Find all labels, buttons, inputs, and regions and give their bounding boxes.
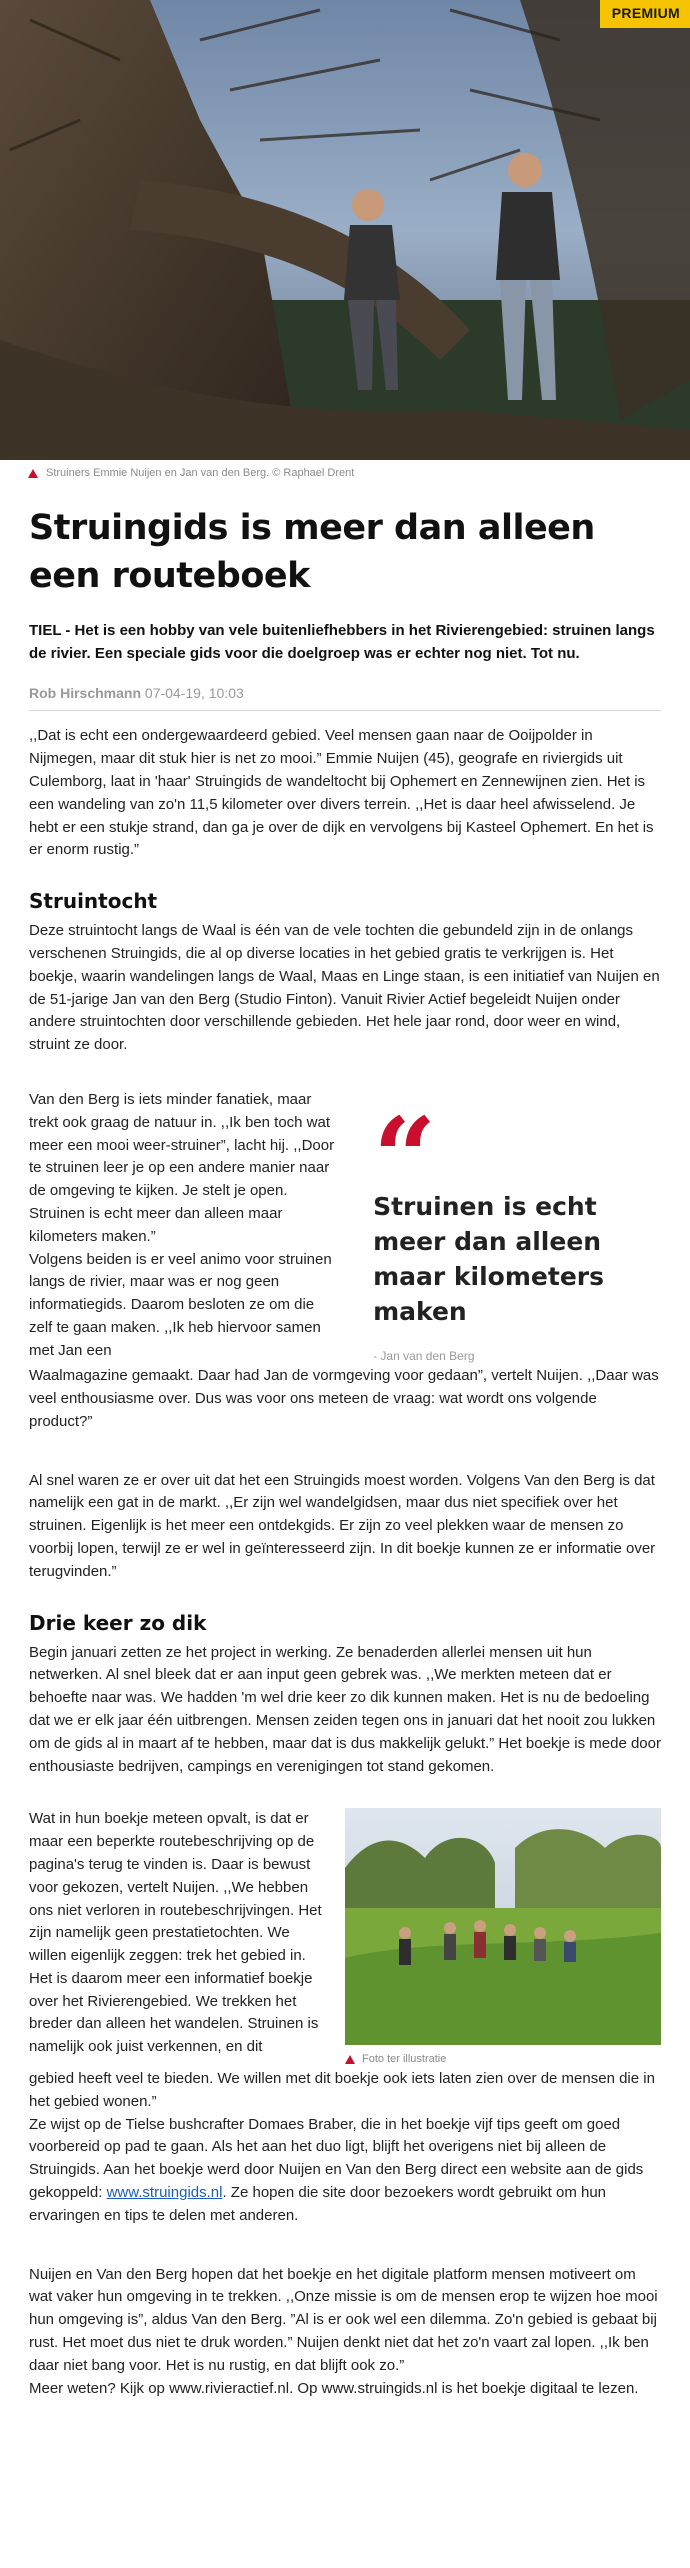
article-body [0, 504, 690, 2400]
image-block [29, 1808, 661, 2068]
paragraph: Meer weten? Kijk op www.rivieractief.nl. Op www.struingids.nl is het boekje digitaal te lezen. [29, 2379, 639, 2397]
meta-divider [29, 710, 661, 711]
paragraph-with-link: Ze wijst op de Tielse bushcrafter Domaes Braber, die in het boekje vijf tips geeft om goed voorbereid op pad te gaan. Als het aan het duo ligt, blijft het overigens niet bij alleen de Struingids. Aan het boekje werd door Nuijen en Van den Berg direct een website aan de gids gekoppeld: www.struingids.nl. Ze hopen die site door bezoekers wordt gebruikt om hun ervaringen en tips te delen met anderen. [29, 2115, 644, 2224]
article-meta [29, 683, 661, 704]
illustration-figure [345, 1808, 661, 2068]
paragraph: Volgens beiden is er veel animo voor struinen langs de rivier, maar was er nog geen informatiegids. Daarom besloten ze om die zelf te gaan maken. ,,Ik heb hiervoor samen met Jan een [29, 1250, 332, 1359]
image-side-text [29, 1808, 329, 2068]
figure-caption-text: Foto ter illustratie [362, 2053, 447, 2066]
caption-triangle-icon [28, 469, 38, 478]
quote-mark-icon: “ [373, 1092, 437, 1222]
hero-image [0, 0, 690, 460]
paragraph: Wat in hun boekje meteen opvalt, is dat er maar een beperkte routebeschrijving op de pagina's terug te vinden is. Daar is bewust voor gekozen, vertelt Nuijen. ,,We hebben ons niet verloren in routebeschrijvingen. Het zijn namelijk geen prestatietochten. We willen eigenlijk zeggen: trek het gebied in. Het is daarom meer een informatief boekje over het Rivierengebied. We trekken het breder dan alleen het wandelen. Struinen is namelijk ook juist verkennen, en dit [29, 1810, 322, 2056]
paragraph: Begin januari zetten ze het project in werking. Ze benaderden allerlei mensen uit hun netwerken. Al snel bleek dat er aan input geen gebrek was. ,,We merkten meteen dat er behoefte naar was. We hadden 'm wel drie keer zo dik kunnen maken. Het is nu de bedoeling dat we er elk jaar één uitbrengen. Mensen zeiden tegen ons in januari dat het nooit zou lukken om de gids al in maart af te hebben, maar dat is dus makkelijk gelukt.” Het boekje is mede door enthousiaste bedrijven, campings en verenigingen tot stand gekomen. [29, 1643, 661, 1775]
premium-badge: PREMIUM [600, 0, 690, 28]
hero-caption [0, 460, 690, 482]
pullquote-attribution: - Jan van den Berg [373, 1348, 475, 1363]
paragraph: gebied heeft veel te bieden. We willen met dit boekje ook iets laten zien over de mensen die in het gebied wonen.” [29, 2070, 655, 2110]
article-title: Struingids is meer dan alleen een routeboek [29, 508, 595, 597]
pullquote-block [29, 1089, 661, 1365]
illustration-photo [345, 1808, 661, 2045]
article-lead: TIEL - Het is een hobby van vele buitenliefhebbers in het Rivierengebied: struinen langs de rivier. Een speciale gids voor die doelgroep was er echter nog niet. Tot nu. [29, 621, 655, 662]
section-heading-drie-keer: Drie keer zo dik [29, 1610, 207, 1635]
intro-paragraph: ,,Dat is echt een ondergewaardeerd gebied. Veel mensen gaan naar de Ooijpolder in Nijmegen, maar dit stuk hier is net zo mooi.” Emmie Nuijen (45), geografe en riviergids uit Culemborg, laat in 'haar' Struingids de wandeltocht bij Ophemert en Zennewijnen zien. Het is een wandeling van zo'n 11,5 kilometer over divers terrein. ,,Het is daar heel afwisselend. Je hebt er een stukje strand, dan ga je over de dijk en vervolgens bij Kasteel Ophemert. En het is er enorm rustig.” [29, 727, 654, 859]
paragraph: Al snel waren ze er over uit dat het een Struingids moest worden. Volgens Van den Berg is dat namelijk een gat in de markt. ,,Er zijn wel wandelgidsen, maar dus niet specifiek over het struinen. Eigenlijk is het meer een ontdekgids. Er zijn zo veel plekken waar de mensen zo voorbij lopen, terwijl ze er wel in geïnteresseerd zijn. In dit boekje kunnen ze er informatie over terugvinden.” [29, 1471, 656, 1580]
pullquote-text: Struinen is echt meer dan alleen maar kilometers maken [373, 1191, 604, 1326]
pullquote [373, 1089, 661, 1365]
publish-date: 07-04-19, 10:03 [144, 685, 244, 702]
figure-caption [345, 2051, 661, 2068]
caption-triangle-icon [345, 2055, 355, 2064]
struingids-link[interactable]: www.struingids.nl [106, 2184, 223, 2202]
paragraph: Van den Berg is iets minder fanatiek, maar trekt ook graag de natuur in. ,,Ik ben toch wat meer een mooi weer-struiner”, lacht hij. ,,Door te struinen leer je op een andere manier naar de omgeving te kijken. Je stelt je open. Struinen is echt meer dan alleen maar kilometers maken.” [29, 1090, 335, 1245]
paragraph: Deze struintocht langs de Waal is één van de vele tochten die gebundeld zijn in de onlangs verschenen Struingids, die al op diverse locaties in het gebied gratis te verkrijgen is. Het boekje, waarin wandelingen langs de Waal, Maas en Linge staan, is een initiatief van Nuijen en de 51-jarige Jan van den Berg (Studio Finton). Vanuit Rivier Actief begeleidt Nuijen onder andere struintochten door verschillende gebieden. Het hele jaar rond, door weer en wind, struint ze door. [29, 922, 660, 1054]
section-heading-struintocht: Struintocht [29, 889, 158, 914]
paragraph: Nuijen en Van den Berg hopen dat het boekje en het digitale platform mensen motiveert om wat vaker hun omgeving in te trekken. ,,Onze missie is om de mensen erop te wijzen hoe mooi hun omgeving is”, aldus Van den Berg. ”Al is er ook wel een dilemma. Zo'n gebied is gebaat bij rust. Het moet dus niet te druk worden.” Nuijen denkt niet dat het zo'n vaart zal lopen. ,,Ik ben daar niet bang voor. Het is nu rustig, en dat blijft ook zo.” [29, 2265, 658, 2374]
author-name[interactable]: Rob Hirschmann [29, 685, 142, 702]
hero-photo [0, 0, 690, 460]
paragraph: Waalmagazine gemaakt. Daar had Jan de vormgeving voor gedaan”, vertelt Nuijen. ,,Daar was veel enthousiasme over. Dus was voor ons meteen de vraag: wat wordt ons volgende product?” [29, 1367, 659, 1430]
quote-side-text [29, 1089, 336, 1365]
hero-caption-text: Struiners Emmie Nuijen en Jan van den Berg. © Raphael Drent [46, 467, 355, 480]
